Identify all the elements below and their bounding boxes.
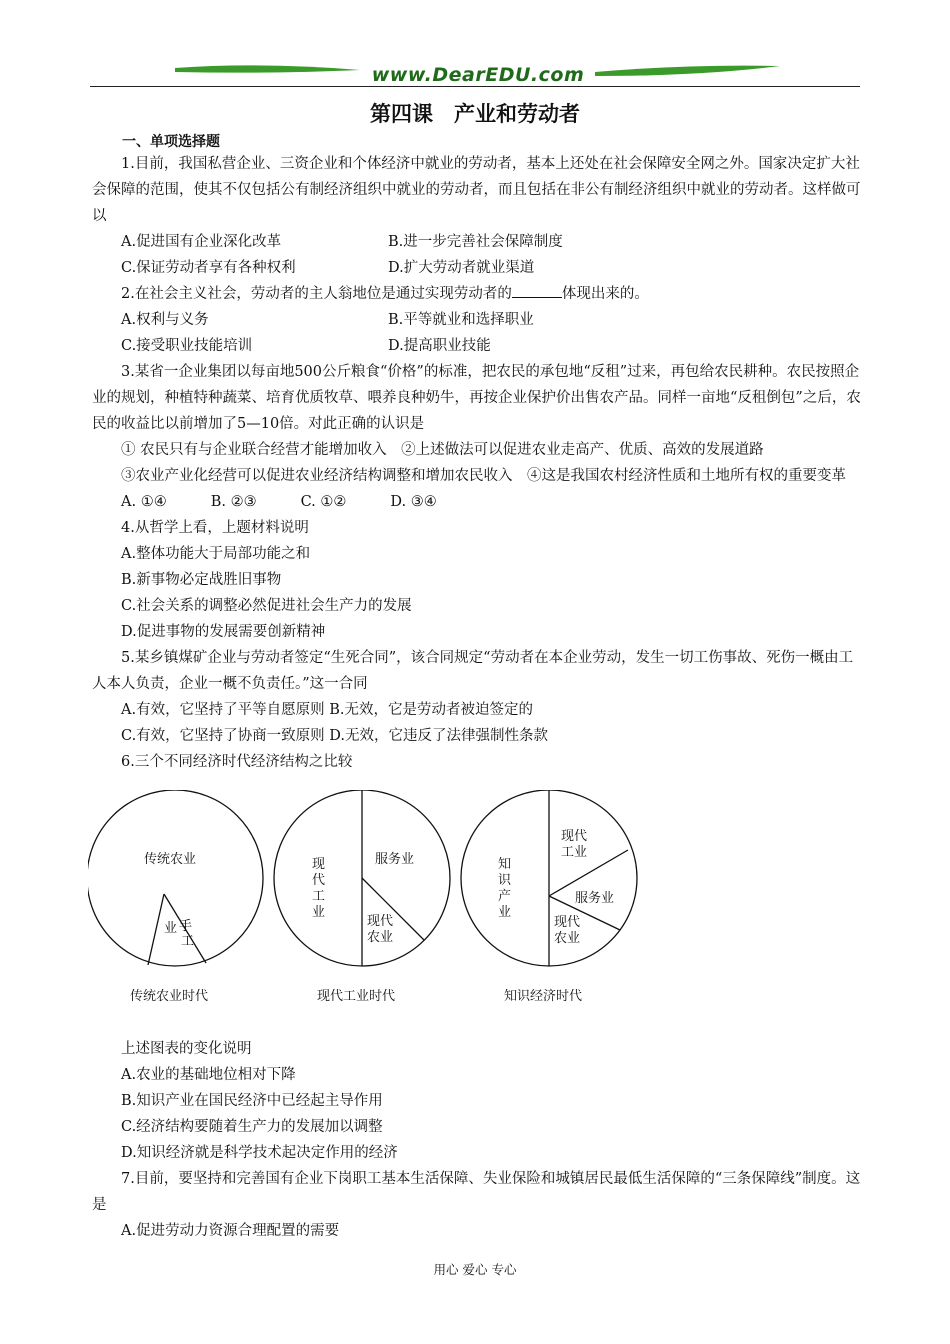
charts-svg (88, 790, 868, 1020)
q2-stem-pre: 2.在社会主义社会，劳动者的主人翁地位是通过实现劳动者的 (121, 286, 512, 302)
q2-option-a: A.权利与义务 (121, 312, 209, 328)
q6-after: 上述图表的变化说明 (121, 1041, 252, 1057)
banner-swoosh-right (595, 66, 780, 76)
header-divider (90, 86, 860, 87)
q6-option-b: B.知识产业在国民经济中已经起主导作用 (121, 1093, 383, 1109)
q3-option-a: A. ①④ (121, 494, 167, 510)
chart3-label-agri-1: 现代 (554, 915, 581, 930)
chart1-divider-left (148, 894, 164, 965)
q7-stem: 7.目前，要坚持和完善国有企业下岗职工基本生活保障、失业保险和城镇居民最低生活保障的“三条保障线”制度。这是 (92, 1171, 861, 1213)
chart-modern-industry (274, 790, 450, 1004)
chart1-label-hand-3: 工 (181, 934, 195, 949)
chart3-label-know-1: 知 (498, 857, 512, 872)
q5-stem: 5.某乡镇煤矿企业与劳动者签定“生死合同”，该合同规定“劳动者在本企业劳动，发生一切工伤事故、死伤一概由工人本人负责，企业一概不负责任。”这一合同 (92, 650, 854, 692)
q2-stem-post: 体现出来的。 (561, 286, 649, 302)
page-footer: 用心 爱心 专心 (433, 1262, 517, 1277)
q3-options (92, 489, 862, 515)
chart3-label-ind-2: 工业 (561, 845, 588, 860)
questions-upper (92, 151, 862, 775)
q3-option-c: C. ①② (300, 494, 347, 510)
chart1-caption: 传统农业时代 (130, 989, 209, 1004)
chart3-caption: 知识经济时代 (504, 989, 583, 1004)
chart2-caption: 现代工业时代 (317, 989, 396, 1004)
site-logo: www.DearEDU.com (371, 64, 585, 86)
chart2-label-ind-3: 工 (312, 889, 326, 904)
chart2-label-serv: 服务业 (375, 852, 415, 867)
q1-options-row1 (92, 229, 862, 255)
section-heading: 一、单项选择题 (122, 134, 220, 150)
q5-options-cd: C.有效，它坚持了协商一致原则 D.无效，它违反了法律强制性条款 (121, 728, 549, 744)
q3-stem: 3.某省一企业集团以每亩地500公斤粮食“价格”的标准，把农民的承包地“反租”过来，再包给农民耕种。农民按照企业的规划，种植特种蔬菜、培育优质牧草、喂养良种奶牛，再按企业保护价出售农产品。同样一亩地“反租倒包”之后，农民的收益比以前增加了5—10倍。对此正确的认识是 (92, 364, 861, 432)
chart-traditional-agriculture (88, 790, 263, 1004)
q2-option-b: B.平等就业和选择职业 (388, 312, 534, 328)
q7-option-a: A.促进劳动力资源合理配置的需要 (121, 1223, 340, 1239)
q4-option-a: A.整体功能大于局部功能之和 (121, 546, 311, 562)
page-title: 第四课 产业和劳动者 (370, 102, 580, 126)
q5-options-ab: A.有效，它坚持了平等自愿原则 B.无效，它是劳动者被迫签定的 (121, 702, 533, 718)
q2-options-row2 (92, 333, 862, 359)
chart3-label-know-3: 产 (498, 889, 512, 904)
chart1-label-hand-2: 业 (164, 921, 178, 936)
chart1-circle (88, 790, 263, 966)
q3-option-d: D. ③④ (390, 494, 437, 510)
chart3-label-know-4: 业 (498, 905, 512, 920)
q3-option-b: B. ②③ (210, 494, 257, 510)
chart3-label-ind-1: 现代 (561, 829, 588, 844)
chart2-label-agri-1: 现代 (367, 914, 394, 929)
chart2-label-agri-2: 农业 (367, 930, 394, 945)
q1-stem: 1.目前，我国私营企业、三资企业和个体经济中就业的劳动者，基本上还处在社会保障安全网之外。国家决定扩大社会保障的范围，使其不仅包括公有制经济组织中就业的劳动者，而且包括在非公有制经济组织中就业的劳动者。这样做可以 (92, 156, 861, 224)
chart2-label-ind-4: 业 (312, 905, 326, 920)
q4-stem: 4.从哲学上看，上题材料说明 (121, 520, 309, 536)
chart3-label-serv: 服务业 (575, 891, 615, 906)
q1-options-row2 (92, 255, 862, 281)
banner-swoosh-left (175, 65, 360, 72)
chart-knowledge-economy (461, 790, 637, 1004)
q3-statements-2: ③农业产业化经营可以促进农业经济结构调整和增加农民收入 ④这是我国农村经济性质和土地所有权的重要变革 (121, 468, 846, 484)
q2-stem (92, 281, 862, 307)
q6-option-a: A.农业的基础地位相对下降 (121, 1067, 296, 1083)
chart2-label-ind-1: 现 (312, 857, 326, 872)
q1-option-c: C.保证劳动者享有各种权利 (121, 260, 296, 276)
q2-option-d: D.提高职业技能 (388, 338, 491, 354)
q4-option-c: C.社会关系的调整必然促进社会生产力的发展 (121, 598, 412, 614)
chart1-label-hand-1: 手 (179, 919, 193, 934)
q3-statements-1: ① 农民只有与企业联合经营才能增加收入 ②上述做法可以促进农业走高产、优质、高效的发展道路 (121, 442, 764, 458)
q1-option-d: D.扩大劳动者就业渠道 (388, 260, 535, 276)
q1-option-a: A.促进国有企业深化改革 (121, 234, 282, 250)
q2-options-row1 (92, 307, 862, 333)
q2-blank (512, 283, 562, 298)
chart2-label-ind-2: 代 (312, 873, 326, 888)
economic-structure-charts (88, 790, 868, 1020)
chart3-label-know-2: 识 (498, 873, 512, 888)
questions-lower (92, 1036, 862, 1244)
q6-option-c: C.经济结构要随着生产力的发展加以调整 (121, 1119, 383, 1135)
q2-option-c: C.接受职业技能培训 (121, 338, 253, 354)
q4-option-b: B.新事物必定战胜旧事物 (121, 572, 282, 588)
chart3-label-agri-2: 农业 (554, 931, 581, 946)
q6-stem: 6.三个不同经济时代经济结构之比较 (121, 754, 353, 770)
q6-option-d: D.知识经济就是科学技术起决定作用的经济 (121, 1145, 398, 1161)
chart1-label-agri: 传统农业 (144, 852, 197, 867)
q4-option-d: D.促进事物的发展需要创新精神 (121, 624, 326, 640)
q1-option-b: B.进一步完善社会保障制度 (388, 234, 563, 250)
